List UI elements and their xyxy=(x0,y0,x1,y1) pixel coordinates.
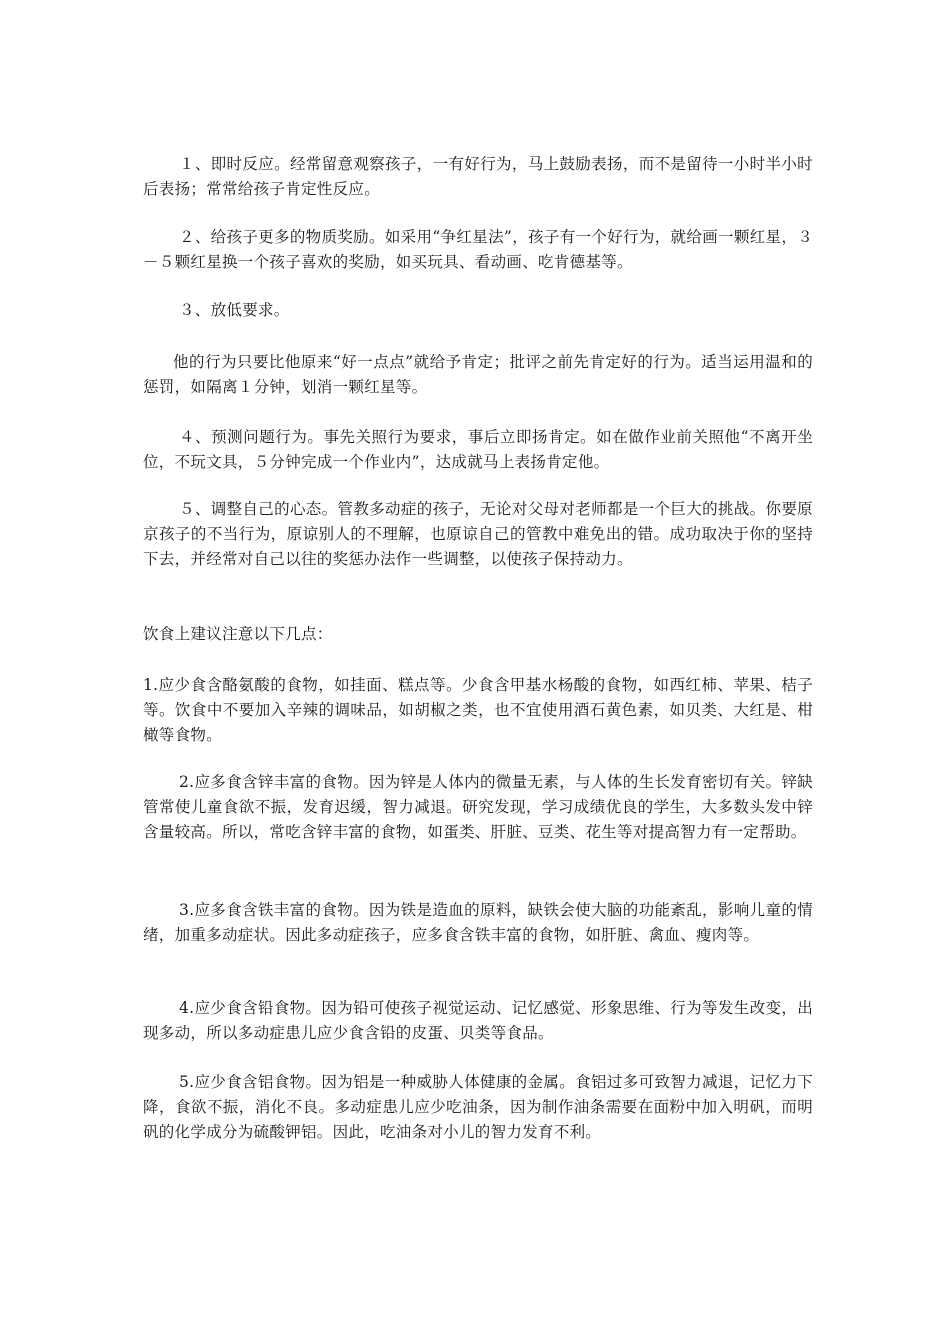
paragraph-material-reward: ２、给孩子更多的物质奖励。如采用“争红星法”，孩子有一个好行为，就给画一颗红星，３－５颗红星换一个孩子喜欢的奖励，如买玩具、看动画、吃肯德基等。 xyxy=(143,228,813,271)
paragraph-diet-zinc: 2.应多食含锌丰富的食物。因为锌是人体内的微量无素，与人体的生长发育密切有关。锌缺管常使儿童食欲不振，发育迟缓，智力减退。研究发现，学习成绩优良的学生，大多数头发中锌含量较高。所以，常吃含锌丰富的食物，如蛋类、肝脏、豆类、花生等对提高智力有一定帮助。 xyxy=(143,773,813,841)
paragraph-diet-lead: 4.应少食含铅食物。因为铅可使孩子视觉运动、记忆感觉、形象思维、行为等发生改变，出现多动，所以多动症患儿应少食含铅的皮蛋、贝类等食品。 xyxy=(143,999,813,1042)
paragraph-adjust-mindset: ５、调整自己的心态。管教多动症的孩子，无论对父母对老师都是一个巨大的挑战。你要原京孩子的不当行为，原谅别人的不理解，也原谅自己的管教中难免出的错。成功取决于你的坚持下去，并经常对自己以往的奖惩办法作一些调整，以使孩子保持动力。 xyxy=(143,500,813,568)
paragraph-diet-aluminum: 5.应少食含铝食物。因为铝是一种威胁人体健康的金属。食铝过多可致智力减退，记忆力下降，食欲不振，消化不良。多动症患儿应少吃油条，因为制作油条需要在面粉中加入明矾，而明矾的化学成分为硫酸钾铝。因此，吃油条对小儿的智力发育不利。 xyxy=(143,1073,813,1141)
paragraph-affirm-behavior: 他的行为只要比他原来“好一点点”就给予肯定；批评之前先肯定好的行为。适当运用温和的惩罚，如隔离１分钟，划消一颗红星等。 xyxy=(143,353,813,396)
paragraph-lower-requirements: ３、放低要求。 xyxy=(179,301,290,319)
paragraph-diet-iron: 3.应多食含铁丰富的食物。因为铁是造血的原料，缺铁会使大脑的功能紊乱，影响儿童的情绪，加重多动症状。因此多动症孩子，应多食含铁丰富的食物，如肝脏、禽血、瘦肉等。 xyxy=(143,901,813,944)
paragraph-predict-behavior: ４、预测问题行为。事先关照行为要求，事后立即扬肯定。如在做作业前关照他“不离开坐位，不玩文具，５分钟完成一个作业内”，达成就马上表扬肯定他。 xyxy=(143,428,813,471)
paragraph-diet-tyrosine: 1.应少食含酪氨酸的食物，如挂面、糕点等。少食含甲基水杨酸的食物，如西红柿、苹果、桔子等。饮食中不要加入辛辣的调味品，如胡椒之类，也不宜使用酒石黄色素，如贝类、大红是、柑橄等食物。 xyxy=(143,676,813,744)
paragraph-diet-heading: 饮食上建议注意以下几点： xyxy=(143,625,333,643)
paragraph-immediate-response: １、即时反应。经常留意观察孩子，一有好行为，马上鼓励表扬，而不是留待一小时半小时后表扬；常常给孩子肯定性反应。 xyxy=(143,155,813,198)
